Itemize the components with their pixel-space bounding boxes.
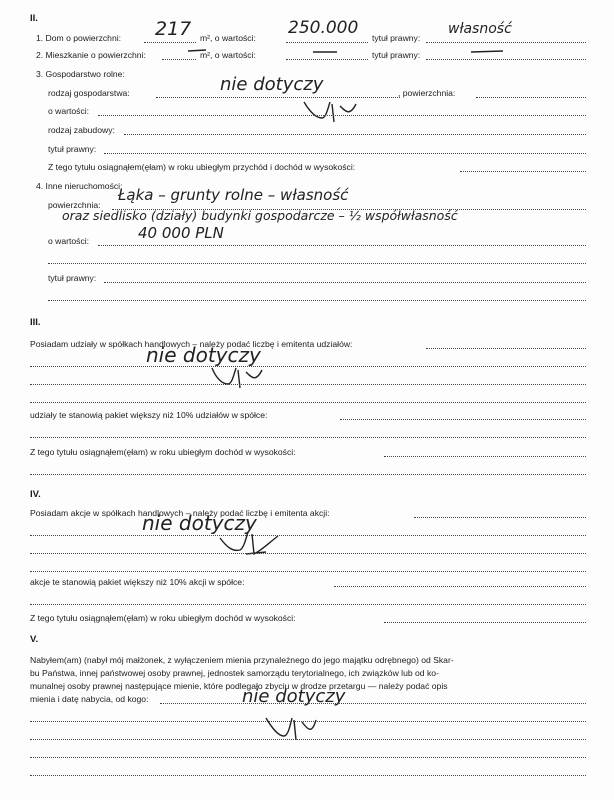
flat-value-field [286, 59, 368, 60]
acquired-text-line-1: Nabyłem(am) (nabył mój małżonek, z wyłączeniem mienia przynależnego do jego majątku odrębnego) od Skar- [30, 655, 454, 665]
shares-income-label: Z tego tytułu osiągnąłem(ęłam) w roku ubiegłym dochód w wysokości: [30, 447, 296, 457]
house-value-field [286, 42, 368, 43]
other-value-value: 40 000 PLN [138, 224, 224, 242]
farm-signature [300, 98, 358, 124]
shares-field-3 [30, 402, 586, 403]
acquired-signature [262, 714, 318, 742]
acquired-text-line-4: mienia i datę nabycia, od kogo: [30, 694, 149, 704]
shares-intro: Posiadam udziały w spółkach handlowych – należy podać liczbę i emitenta udziałów: [30, 339, 353, 349]
stocks-pakiet-field [334, 586, 586, 587]
acquired-field-3 [30, 757, 586, 758]
house-title-label: tytuł prawny: [372, 33, 421, 43]
farm-type-value: nie dotyczy [220, 74, 324, 95]
farm-area-field [476, 97, 586, 98]
stocks-field-3 [30, 571, 586, 572]
stocks-answer: nie dotyczy [142, 511, 257, 535]
acquired-text-line-3: munalnej osoby prawnej następujące mienie, które podlegało zbyciu w drodze przetargu — należy podać opis [30, 681, 448, 691]
flat-value-dash [312, 48, 338, 56]
house-title-field [426, 42, 586, 43]
shares-field-0 [426, 348, 586, 349]
stocks-pakiet-label: akcje te stanowią pakiet większy niż 10% akcji w spółce: [30, 577, 245, 587]
shares-answer: nie dotyczy [146, 343, 261, 367]
other-area-label: powierzchnia: [48, 200, 101, 210]
stocks-field-0 [414, 517, 586, 518]
shares-pakiet-field-2 [30, 437, 586, 438]
farm-income-field [460, 171, 586, 172]
house-value-label: m², o wartości: [200, 33, 256, 43]
shares-pakiet-field [340, 419, 586, 420]
stocks-pakiet-field-2 [30, 604, 586, 605]
farm-area-label: , powierzchnia: [398, 88, 456, 98]
other-title-field [104, 282, 586, 283]
flat-title-field [426, 59, 586, 60]
acquired-field-2 [30, 739, 586, 740]
stocks-field-1 [30, 535, 586, 536]
shares-income-field [384, 456, 586, 457]
acquired-field-4 [30, 775, 586, 776]
farm-value-field [98, 115, 586, 116]
other-value-label: o wartości: [48, 236, 90, 246]
flat-area-label: 2. Mieszkanie o powierzchni: [36, 50, 146, 60]
shares-signature [208, 366, 264, 392]
section-4-heading: IV. [30, 489, 41, 500]
flat-area-field [162, 59, 196, 60]
flat-value-label: m², o wartości: [200, 50, 256, 60]
flat-title-dash [470, 48, 504, 56]
house-value-value: 250.000 [288, 18, 359, 38]
farm-building-field [124, 134, 586, 135]
shares-pakiet-label: udziały te stanowią pakiet większy niż 10% udziałów w spółce: [30, 410, 268, 420]
section-5-heading: V. [30, 634, 39, 645]
house-area-value: 217 [155, 18, 192, 40]
stocks-intro: Posiadam akcje w spółkach handlowych – należy podać liczbę i emitenta akcji: [30, 508, 330, 518]
house-area-field [144, 42, 196, 43]
flat-title-label: tytuł prawny: [372, 50, 421, 60]
other-title-field-2 [48, 300, 586, 301]
house-area-label: 1. Dom o powierzchni: [36, 33, 122, 43]
farm-title-field [104, 153, 586, 154]
farm-title-label: tytuł prawny: [48, 144, 97, 154]
other-value-field-2 [48, 263, 586, 264]
shares-field-1 [30, 366, 586, 367]
stocks-income-field [384, 622, 586, 623]
acquired-field-0 [160, 703, 586, 704]
acquired-text-line-2: bu Państwa, innej państwowej osoby prawnej, jednostek samorządu terytorialnego, ich związków lub od ko- [30, 668, 439, 678]
farm-value-label: o wartości: [48, 106, 90, 116]
farm-type-label: rodzaj gospodarstwa: [48, 88, 130, 98]
house-title-value: własność [448, 21, 512, 37]
section-2-heading: II. [30, 13, 38, 24]
shares-field-2 [30, 384, 586, 385]
other-area-line1: Łąka – grunty rolne – własność [118, 186, 349, 204]
farm-heading: 3. Gospodarstwo rolne: [36, 69, 125, 79]
shares-income-field-2 [30, 474, 586, 475]
farm-income-label: Z tego tytułu osiągnąłem(ęłam) w roku ubiegłym przychód i dochód w wysokości: [48, 162, 356, 172]
acquired-answer: nie dotyczy [242, 686, 346, 707]
other-title-label: tytuł prawny: [48, 273, 97, 283]
stocks-income-label: Z tego tytułu osiągnąłem(ęłam) w roku ubiegłym dochód w wysokości: [30, 613, 296, 623]
section-3-heading: III. [30, 317, 41, 328]
farm-type-field [156, 97, 400, 98]
farm-building-label: rodzaj zabudowy: [48, 125, 115, 135]
other-value-field [98, 245, 586, 246]
other-area-line2: oraz siedlisko (działy) budynki gospodarcze – ½ współwłasność [62, 208, 458, 223]
stocks-field-2 [30, 553, 586, 554]
other-property-heading: 4. Inne nieruchomości: [36, 181, 123, 191]
